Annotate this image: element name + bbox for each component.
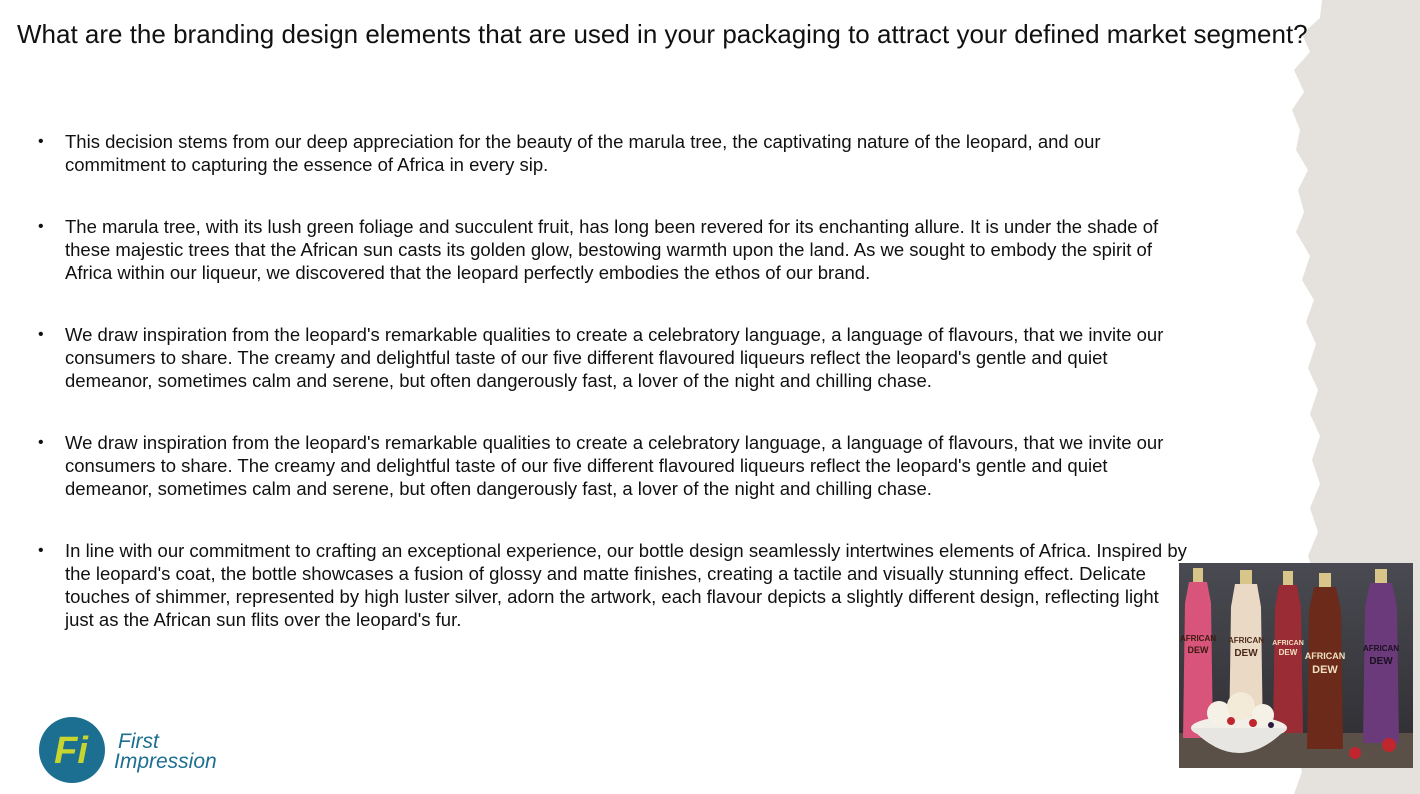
svg-text:AFRICAN: AFRICAN (1228, 636, 1264, 645)
strawberry (1382, 738, 1396, 752)
svg-text:Fi: Fi (54, 730, 88, 772)
bullet-text: We draw inspiration from the leopard's remarkable qualities to create a celebratory language, a language of flavours, that we invite our consumers to share. The creamy and delightful taste of our five different flavoured liqueurs reflect the leopard's gentle and quiet demeanor, sometimes calm and serene, but often dangerously fast, a lover of the night and chilling chase. (65, 324, 1164, 391)
bullet-item (38, 539, 1190, 631)
bullet-icon: • (38, 542, 44, 559)
fi-monogram-icon (38, 716, 106, 784)
first-impression-logo (38, 716, 238, 786)
bullet-item (38, 130, 1190, 176)
bottle-5 (1363, 569, 1399, 743)
svg-text:DEW: DEW (1187, 645, 1209, 655)
logo-wordmark (114, 730, 217, 773)
svg-text:AFRICAN: AFRICAN (1180, 634, 1216, 643)
bullet-text: This decision stems from our deep appreciation for the beauty of the marula tree, the captivating nature of the leopard, and our commitment to capturing the essence of Africa in every sip. (65, 131, 1101, 175)
logo-line-1: First (118, 730, 159, 753)
logo-line-2: Impression (114, 750, 217, 773)
bullet-icon: • (38, 434, 44, 451)
svg-text:AFRICAN: AFRICAN (1272, 640, 1304, 647)
bullet-icon: • (38, 326, 44, 343)
bullet-list (38, 130, 1190, 631)
bullet-icon: • (38, 218, 44, 235)
slide-title: What are the branding design elements that are used in your packaging to attract your defined market segment? (17, 19, 1308, 49)
strawberry (1349, 747, 1361, 759)
bullet-text: In line with our commitment to crafting an exceptional experience, our bottle design seamlessly intertwines elements of Africa. Inspired by the leopard's coat, the bottle showcases a fusion of glossy and matte finishes, creating a tactile and visually stunning effect. Delicate touches of shimmer, represented by high luster silver, adorn the artwork, each flavour depicts a slightly different design, reflecting light just as the African sun flits over the leopard's fur. (65, 540, 1187, 630)
svg-text:DEW: DEW (1234, 648, 1258, 659)
svg-text:AFRICAN: AFRICAN (1304, 651, 1346, 661)
product-photo (1179, 563, 1413, 768)
bullet-item (38, 215, 1190, 284)
bullet-text: The marula tree, with its lush green foliage and succulent fruit, has long been revered for its enchanting allure. It is under the shade of these majestic trees that the African sun casts its golden glow, bestowing warmth upon the land. As we sought to embody the spirit of Africa within our liqueur, we discovered that the leopard perfectly embodies the ethos of our brand. (65, 216, 1159, 283)
bullet-text: We draw inspiration from the leopard's remarkable qualities to create a celebratory language, a language of flavours, that we invite our consumers to share. The creamy and delightful taste of our five different flavoured liqueurs reflect the leopard's gentle and quiet demeanor, sometimes calm and serene, but often dangerously fast, a lover of the night and chilling chase. (65, 432, 1164, 499)
bullet-icon: • (38, 133, 44, 150)
bullet-item (38, 323, 1190, 392)
svg-text:DEW: DEW (1312, 664, 1338, 676)
bullet-item (38, 431, 1190, 500)
svg-text:AFRICAN: AFRICAN (1363, 644, 1399, 653)
svg-text:DEW: DEW (1278, 648, 1298, 657)
svg-text:DEW: DEW (1369, 656, 1393, 667)
